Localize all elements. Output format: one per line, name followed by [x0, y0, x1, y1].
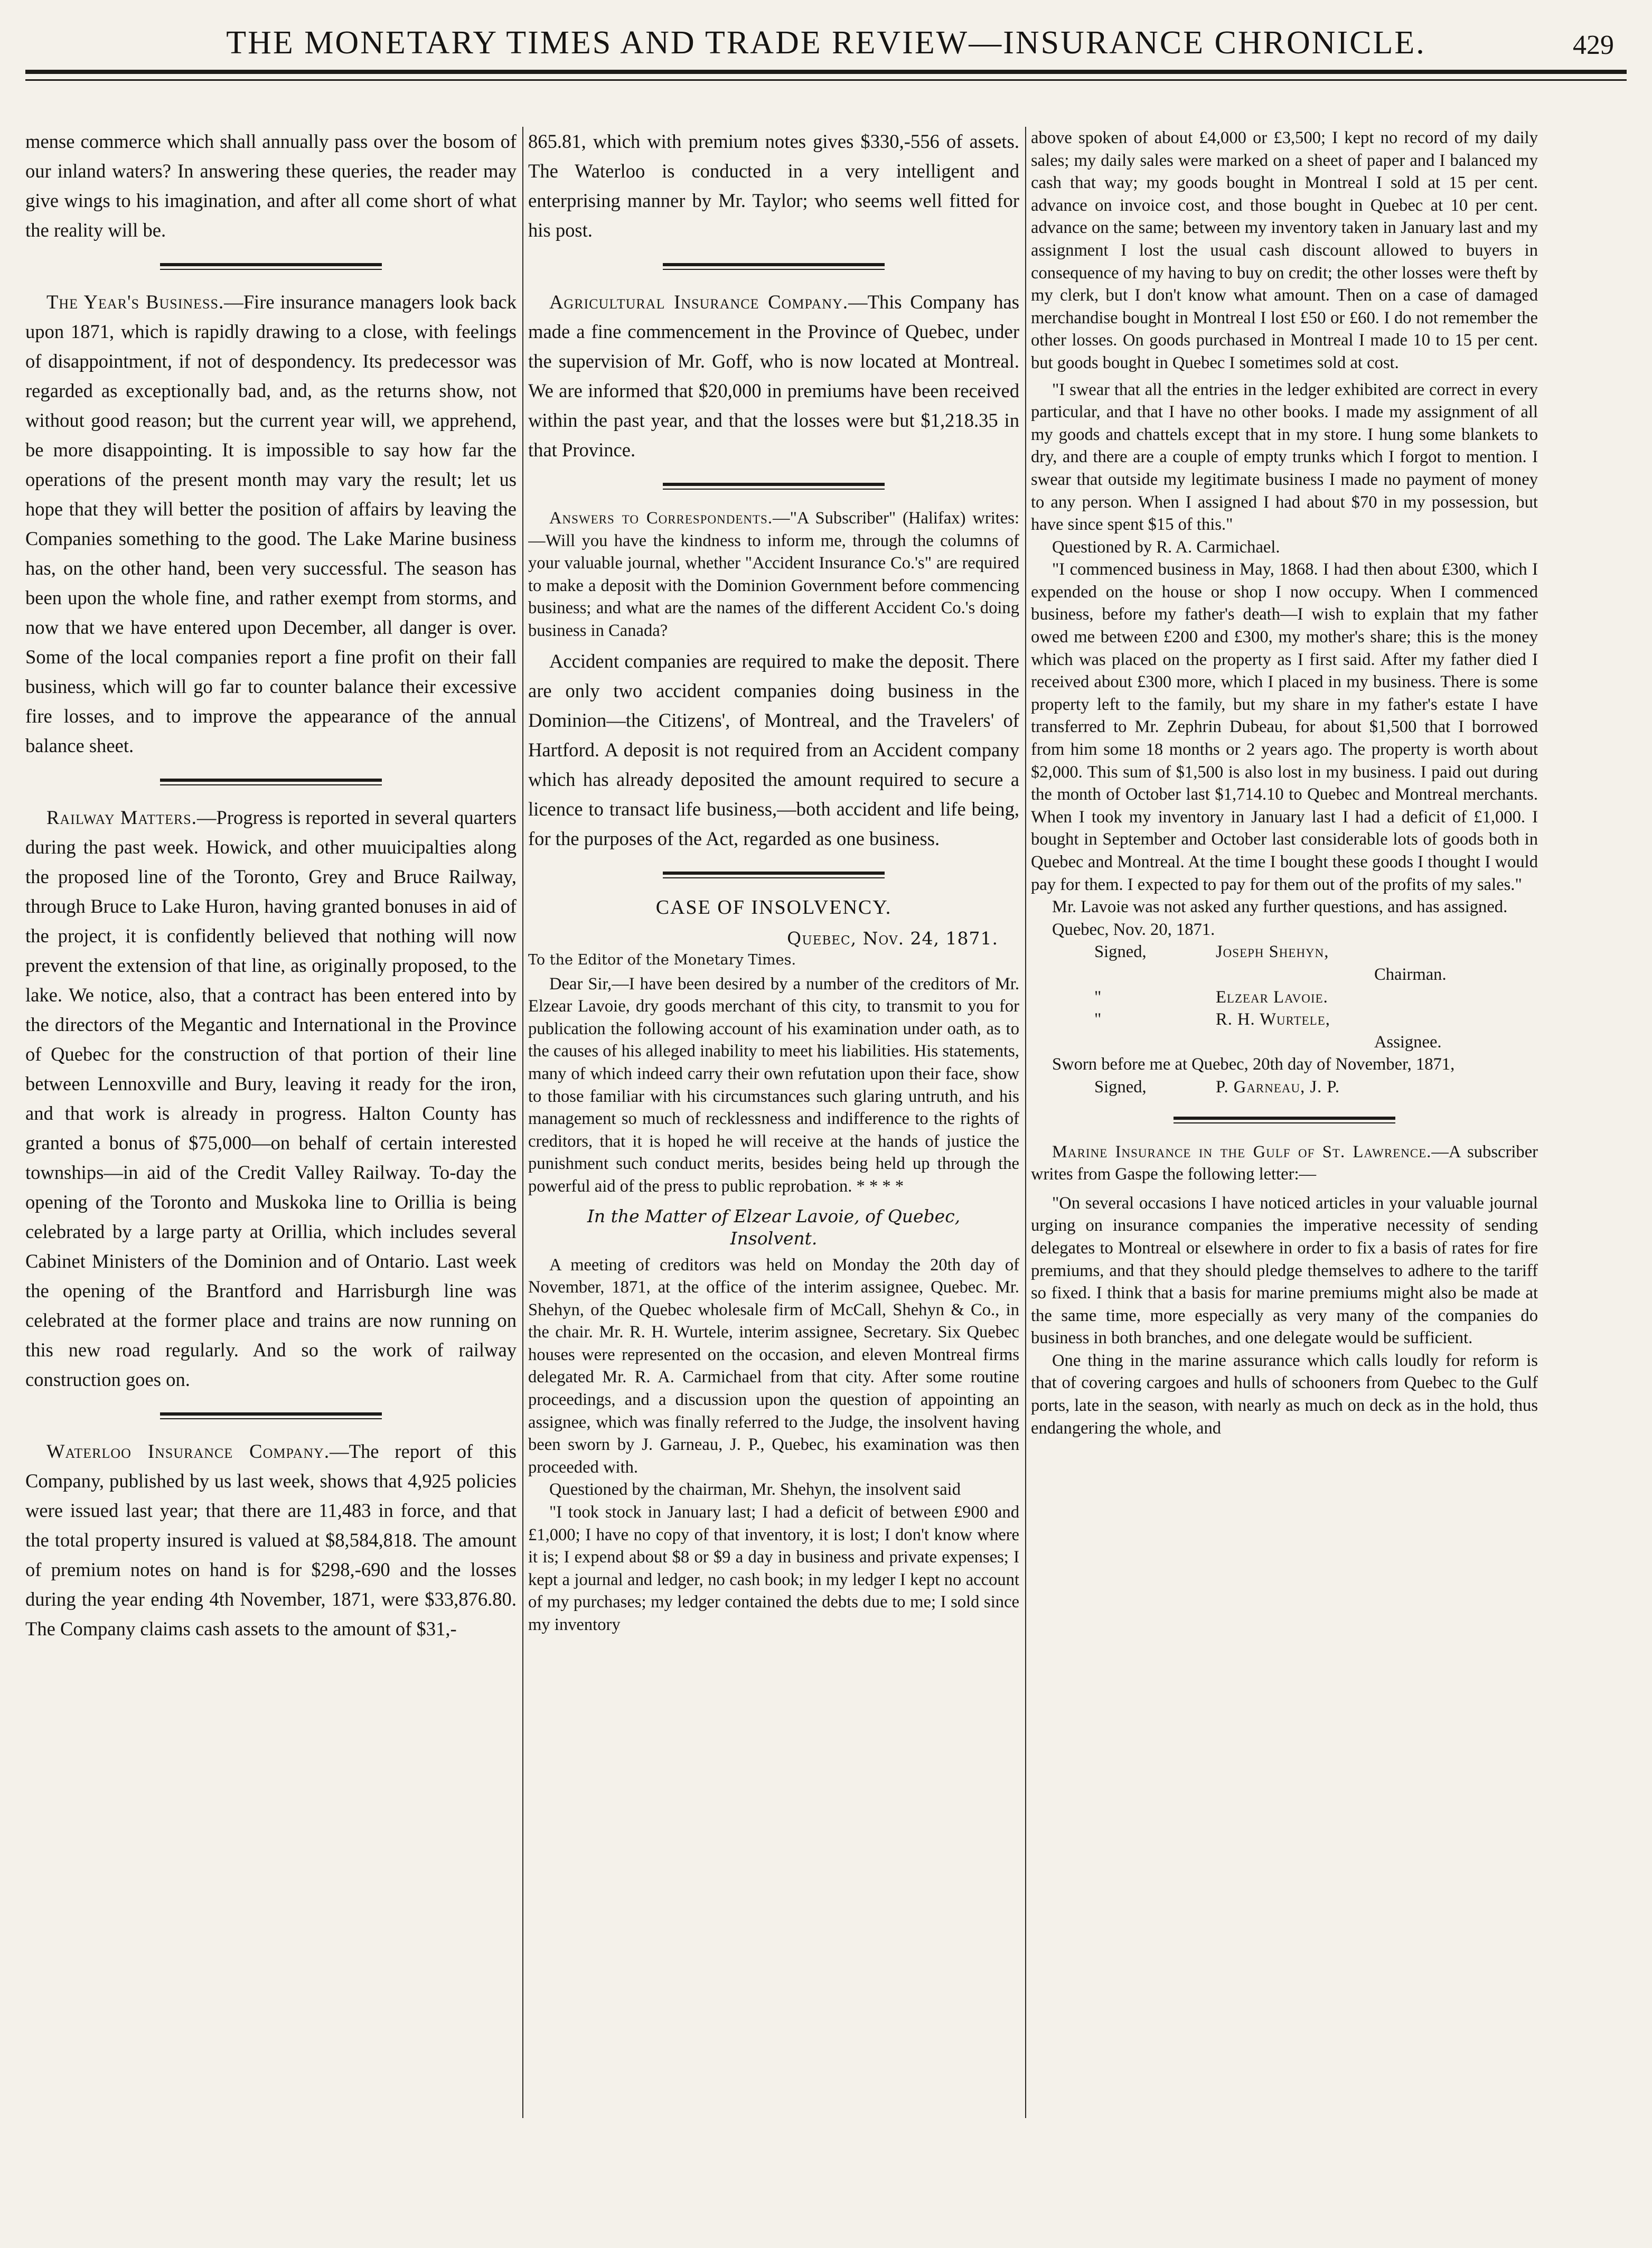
signatory-name: R. H. Wurtele,: [1216, 1010, 1330, 1029]
case-dateline: Quebec, Nov. 24, 1871.: [787, 928, 998, 949]
case-title: CASE OF INSOLVENCY.: [655, 896, 892, 919]
header-rule-thin: [25, 79, 1627, 81]
page-header: [25, 21, 1627, 95]
quote-continuation: above spoken of about £4,000 or £3,500; I kept no record of my daily sales; my daily sales were marked on a sheet of paper and I balanced my cash that way; my goods bought in Montreal I sold at 15 per cent. advance on invoice cost, and those bought in Quebec at 10 per cent. advance on the same; between my inventory taken in January last and my assignment I lost the usual cash discount allowed to buyers in consequence of my having to buy on credit; the other losses were theft by my clerk, but I don't know what amount. Then on a case of damaged merchandise bought in Montreal I lost £50 or £60. I do not remember the other losses. On goods purchased in Montreal I made 10 to 15 per cent. but goods bought in Quebec I sometimes sold at cost.: [1031, 128, 1538, 372]
article-waterloo: [25, 1437, 517, 1644]
article-body: —Progress is reported in several quarters during the past week. Howick, and other muuicipalties along the proposed line of the Toronto, Grey and Bruce Railway, through Bruce to Lake Huron, having granted bonuses in aid of the project, it is confidently believed that nothing will now prevent the extension of that line, as originally proposed, to the lake. We notice, also, that a contract has been entered into by the directors of the Megantic and International in the Province of Quebec for the construction of that portion of their line between Lennoxville and Bury, leaving it ready for the iron, and that work is already in progress. Halton County has granted a bonus of $75,000—on behalf of certain interested townships—in aid of the Credit Valley Railway. To-day the opening of the Toronto and Muskoka line to Orillia is being celebrated by a large party at Orillia, which includes several Cabinet Ministers of the Dominion and of Ontario. Last week the opening of the Brantford and Harrisburgh line was celebrated at the former place and trains are now running on this new road regularly. And so the work of railway construction goes on.: [25, 807, 517, 1390]
article-body: —This Company has made a fine commencement in the Province of Quebec, under the supervision of Mr. Goff, who is now located at Montreal. We are informed that $20,000 in premiums have been received within the past year, and that the losses were but $1,218.35 in that Province.: [528, 291, 1019, 461]
date-line: Quebec, Nov. 20, 1871.: [1052, 920, 1215, 939]
matter-heading: [528, 1205, 1019, 1250]
column-divider: [1025, 127, 1026, 2118]
signatory-title: Chairman.: [1374, 964, 1447, 984]
article-body: —A subscriber writes from Gaspe the following letter:—: [1031, 1142, 1538, 1184]
signed-label: Signed,: [1094, 942, 1147, 962]
section-separator: [663, 483, 885, 491]
closing-paragraph: Mr. Lavoie was not asked any further questions, and has assigned.: [1052, 897, 1508, 917]
article-heading: Railway Matters.: [46, 807, 197, 828]
meeting-paragraph: A meeting of creditors was held on Monday the 20th day of November, 1871, at the office of the interim assignee, Quebec. Mr. Shehyn, of the Quebec wholesale firm of McCall, Shehyn & Co., in the chair. Mr. R. H. Wurtele, interim assignee, Secretary. Six Quebec houses were represented on the occasion, and eleven Montreal firms delegated Mr. R. A. Carmichael from that city. After some routine proceedings, and a discussion upon the question of appointing an assignee, which was finally referred to the Judge, the insolvent having been sworn by J. Garneau, J. P., Quebec, his examination was then proceeded with.: [528, 1255, 1019, 1477]
quote-paragraph: "I commenced business in May, 1868. I had then about £300, which I expended on the house or shop I now occupy. When I commenced business, before my father's death—I wish to explain that my father owed me between £200 and £300, my mother's share; this is the money which was placed on the property as I first said. After my father died I received about £300 more, which I placed in my business. There is some property left to the family, but my share in my father's estate I have transferred to Mr. Zephrin Dubeau, for about $1,500 that I borrowed from him some 18 months or 2 years ago. The property is worth about $2,000. This sum of $1,500 is also lost in my business. I paid out during the month of October last $1,714.10 to Quebec and Montreal merchants. When I took my inventory in January last I had a deficit of £1,000. I bought in September and October last considerable lots of goods both in Quebec and Montreal. At the time I bought these goods I thought I would pay for them. I expected to pay for them out of the profits of my sales.": [1031, 560, 1538, 894]
marine-letter: One thing in the marine assurance which calls loudly for reform is that of covering cargoes and hulls of schooners from Quebec to the Gulf ports, late in the season, with nearly as much on deck as in the hold, thus endangering the whole, and: [1031, 1351, 1538, 1438]
sworn-line: Sworn before me at Quebec, 20th day of November, 1871,: [1052, 1055, 1455, 1074]
signature-row: [1031, 1031, 1538, 1054]
section-separator: [160, 1412, 382, 1421]
ditto-mark: ": [1094, 987, 1102, 1007]
column-2: [528, 127, 1019, 2118]
masthead-title: THE MONETARY TIMES AND TRADE REVIEW—INSURANCE CHRONICLE.: [226, 25, 1426, 61]
to-editor-line: To the Editor of the Monetary Times.: [528, 951, 796, 968]
questioned-line: Questioned by the chairman, Mr. Shehyn, the insolvent said: [549, 1480, 961, 1500]
questioned-line: Questioned by R. A. Carmichael.: [1052, 537, 1280, 557]
section-separator: [1174, 1117, 1395, 1125]
section-separator: [663, 872, 885, 880]
article-answers: [528, 507, 1019, 642]
article-body: —"A Subscriber" (Halifax) writes:—Will you have the kindness to inform me, through the columns of your valuable journal, whether "Accident Insurance Co.'s" are required to make a deposit with the Dominion Government before commencing business; and what are the names of the different Accident Co.'s doing business in Canada?: [528, 509, 1019, 640]
article-body: —The report of this Company, published by us last week, shows that 4,925 policies were issued last year; that there are 11,483 in force, and that the total property insured is valued at $8,584,818. The amount of premium notes on hand is for $298,-690 and the losses during the year ending 4th November, 1871, were $33,876.80. The Company claims cash assets to the amount of $31,-: [25, 1440, 517, 1640]
header-rule-thick: [25, 70, 1627, 74]
signature-row: [1031, 986, 1538, 1009]
article-heading: The Year's Business.: [46, 291, 224, 313]
case-letter: Dear Sir,—I have been desired by a number of the creditors of Mr. Elzear Lavoie, dry goods merchant of this city, to transmit to you for publication the following account of his examination under oath, as to the causes of his alleged inability to meet his liabilities. His statements, many of which indeed carry their own refutation upon their face, show to those familiar with his circumstances such glaring untruth, and his management so much of recklessness and indifference to the rights of creditors, that it is hoped he will receive at the hands of justice the punishment such conduct merits, besides being held up through the powerful aid of the press to public reprobation. * * * *: [528, 974, 1019, 1196]
signature-row: [1031, 1076, 1538, 1099]
article-years-business: [25, 287, 517, 761]
quote-paragraph: "I swear that all the entries in the ledger exhibited are correct in every particular, and that I have no other books. I made my assignment of all my goods and chattels except that in my store. I hung some blankets to dry, and there are a couple of empty trunks which I forgot to mention. I swear that outside my legitimate business I made no payment of money to any person. When I assigned I had about $70 in my possession, but have since spent $15 of this.": [1031, 380, 1538, 535]
signature-row: [1031, 941, 1538, 963]
signature-row: [1031, 1008, 1538, 1031]
signatory-title: Assignee.: [1374, 1032, 1442, 1052]
article-railway-matters: [25, 803, 517, 1394]
signed-label: Signed,: [1094, 1077, 1147, 1097]
matter-line: Insolvent.: [730, 1228, 818, 1249]
signature-block: [1031, 941, 1538, 1053]
signatory-name: P. Garneau, J. P.: [1216, 1077, 1340, 1097]
article-body: —Fire insurance managers look back upon 1871, which is rapidly drawing to a close, with feelings of disappointment, if not of despondency. Its predecessor was regarded as exceptionally bad, and, as the returns show, not without good reason; but the current year will, we apprehend, be more disappointing. It is impossible to say how far the operations of the present month may vary the result; let us hope that they will better the position of affairs by leaving the Companies something to the good. The Lake Marine business has, on the other hand, been very successful. The season has been upon the whole fine, and rather exempt from storms, and now that we have entered upon December, all danger is over. Some of the local companies report a fine profit on their fall business, which will go far to counter balance their excessive fire losses, and to improve the appearance of the annual balance sheet.: [25, 291, 517, 756]
section-separator: [160, 263, 382, 271]
signature-row: [1031, 963, 1538, 986]
column-3: [1031, 127, 1538, 2118]
article-continuation: 865.81, which with premium notes gives $330,-556 of assets. The Waterloo is conducted in a very intelligent and enterprising manner by Mr. Taylor; who seems well fitted for his post.: [528, 130, 1019, 241]
insolvent-quote: "I took stock in January last; I had a deficit of between £900 and £1,000; I have no copy of that inventory, it is lost; I don't know where it is; I expend about $8 or $9 a day in business and private expenses; I kept a journal and ledger, no cash book; in my ledger I kept no account of my purchases; my ledger contained the debts due to me; I sold since my inventory: [528, 1503, 1019, 1634]
article-heading: Waterloo Insurance Company.: [46, 1440, 330, 1462]
answer-reply: Accident companies are required to make the deposit. There are only two accident companies doing business in the Dominion—the Citizens', of Montreal, and the Travelers' of Hartford. A deposit is not required from an Accident company which has already deposited the amount required to secure a licence to transact life business,—both accident and life being, for the purposes of the Act, regarded as one business.: [528, 650, 1019, 849]
article-continuation: mense commerce which shall annually pass over the bosom of our inland waters? In answering these queries, the reader may give wings to his imagination, and after all come short of what the reality will be.: [25, 130, 517, 241]
article-agricultural: [528, 287, 1019, 465]
page-number: 429: [1573, 30, 1614, 60]
signatory-name: Joseph Shehyn,: [1216, 942, 1329, 962]
article-heading: Marine Insurance in the Gulf of St. Lawrence.: [1052, 1142, 1432, 1162]
marine-letter: "On several occasions I have noticed articles in your valuable journal urging on insurance companies the imperative necessity of sending delegates to Montreal or elsewhere in order to fix a basis of rates for fire premiums, and that they should pledge themselves to adhere to the tariff so fixed. I think that a basis for marine premiums might also be made at the same time, more especially as very many of the companies do business in both branches, and one delegate would be sufficient.: [1031, 1193, 1538, 1348]
article-marine: [1031, 1141, 1538, 1186]
matter-line: In the Matter of Elzear Lavoie, of Quebec,: [587, 1205, 961, 1226]
article-heading: Answers to Correspondents.: [549, 509, 773, 528]
column-divider: [522, 127, 523, 2118]
article-heading: Agricultural Insurance Company.: [549, 291, 848, 313]
section-separator: [160, 779, 382, 787]
column-1: [25, 127, 517, 2118]
signatory-name: Elzear Lavoie.: [1216, 987, 1328, 1007]
section-separator: [663, 263, 885, 271]
ditto-mark: ": [1094, 1010, 1102, 1029]
